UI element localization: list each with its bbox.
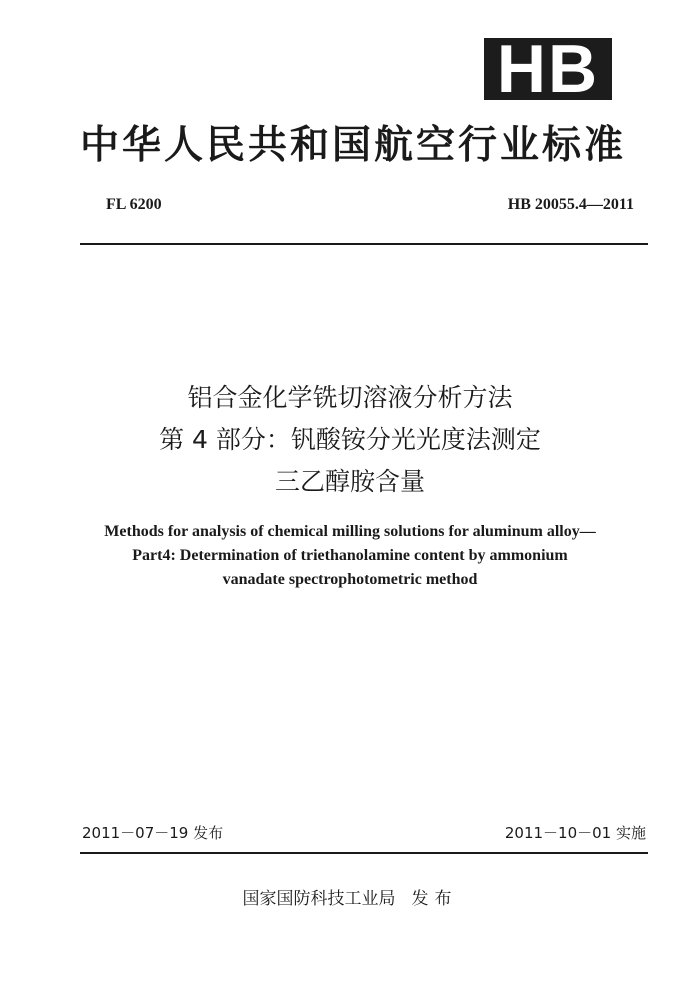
english-title-line-2: Part4: Determination of triethanolamine content by ammonium xyxy=(132,547,568,564)
english-title-line-3: vanadate spectrophotometric method xyxy=(222,571,478,588)
issue-date: 2011－07－19 发布 xyxy=(82,824,224,842)
chinese-title-line-2: 第 4 部分：钒酸铵分光光度法测定 xyxy=(159,425,541,454)
issuing-authority: 国家国防科技工业局 xyxy=(242,889,396,909)
english-title-line-1: Methods for analysis of chemical milling solutions for aluminum alloy— xyxy=(104,523,596,540)
effective-date: 2011－10－01 实施 xyxy=(504,824,646,842)
chinese-title-line-3: 三乙醇胺含量 xyxy=(274,467,425,496)
hb-logo: HB xyxy=(484,38,612,100)
header-divider xyxy=(80,243,648,245)
issue-word: 发布 xyxy=(411,889,458,909)
issuer-line xyxy=(0,884,700,909)
chinese-title-line-1: 铝合金化学铣切溶液分析方法 xyxy=(187,383,513,412)
agency-title: 中华人民共和国航空行业标准 xyxy=(80,123,627,168)
footer-divider xyxy=(80,852,648,854)
standard-number: HB 20055.4—2011 xyxy=(507,196,634,213)
classification-code: FL 6200 xyxy=(106,196,162,213)
